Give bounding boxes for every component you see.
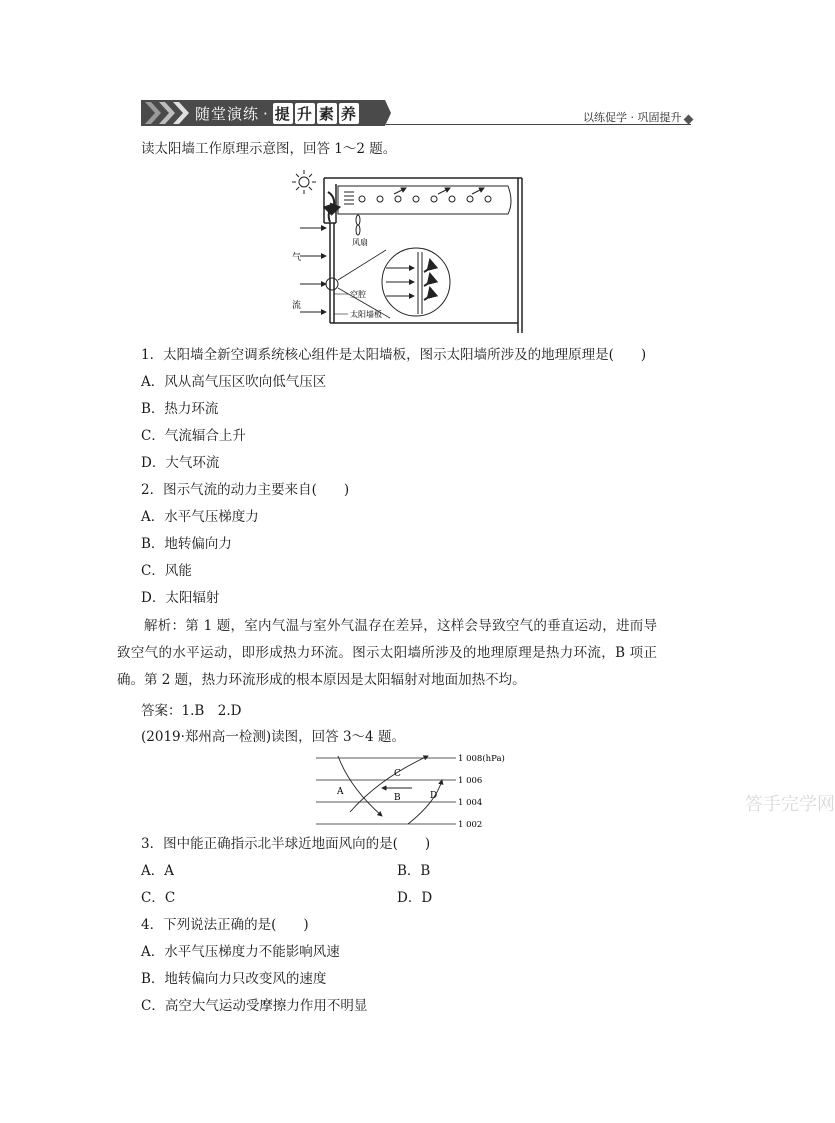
- question-1-stem: 1．太阳墙全新空调系统核心组件是太阳墙板，图示太阳墙所涉及的地理原理是( ): [141, 347, 647, 363]
- label-fan: 风扇: [352, 238, 368, 247]
- isobar-label: 1 008(hPa): [458, 754, 505, 764]
- q3-option-d: D．D: [397, 890, 433, 906]
- isobar-label: 1 002: [458, 820, 483, 830]
- diamond-icon: [684, 115, 694, 125]
- answer-line: 答案：1.B 2.D: [141, 703, 242, 719]
- section-title: [195, 103, 361, 124]
- magnified-detail: [382, 248, 450, 316]
- section-prefix: 随堂演练: [195, 105, 260, 123]
- magnify-spot: [326, 278, 338, 290]
- boxed-char: 升: [296, 105, 313, 123]
- boxed-char: 提: [274, 105, 291, 123]
- header-right-text: 以练促学 · 巩固提升: [583, 111, 682, 124]
- intro-2: (2019·郑州高一检测)读图，回答 3～4 题。: [141, 729, 405, 745]
- sun-icon: [292, 170, 316, 194]
- solar-wall-diagram: [290, 168, 530, 338]
- intro-1: 读太阳墙工作原理示意图，回答 1～2 题。: [141, 141, 397, 157]
- air-duct: [338, 186, 511, 214]
- q1-option-c: C．气流辐合上升: [141, 428, 246, 444]
- arrow-label-d: D: [430, 791, 438, 801]
- section-banner: [141, 100, 391, 126]
- question-4-stem: 4．下列说法正确的是( ): [141, 917, 309, 933]
- analysis-paragraph: 解析：第 1 题，室内气温与室外气温存在差异，这样会导致空气的垂直运动，进而导致空气的水平运动，即形成热力环流。图示太阳墙所涉及的地理原理是热力环流，B 项正确。第 2 题，热力环流形成的根本原因是太阳辐射对地面加热不均。: [117, 618, 657, 688]
- boxed-char: 素: [318, 105, 335, 123]
- watermark: 答手完学网: [745, 794, 835, 815]
- q3-option-c: C．C: [141, 890, 176, 906]
- q3-option-a: A．A: [141, 863, 174, 879]
- q1-option-d: D．大气环流: [141, 455, 220, 471]
- boxed-char: 养: [340, 105, 357, 123]
- q1-option-b: B．热力环流: [141, 401, 219, 417]
- arrow-label-a: A: [337, 787, 344, 797]
- q3-option-b: B．B: [397, 863, 431, 879]
- q2-option-c: C．风能: [141, 563, 192, 579]
- label-cavity: 空腔: [350, 290, 366, 299]
- label-liu: 流: [292, 301, 302, 311]
- fan-icon: [356, 215, 360, 235]
- isobar-label: 1 006: [458, 776, 483, 786]
- q2-option-b: B．地转偏向力: [141, 536, 232, 552]
- q4-option-c: C．高空大气运动受摩擦力作用不明显: [141, 998, 368, 1014]
- label-panel: 太阳墙板: [350, 310, 382, 319]
- section-dot: ·: [263, 105, 269, 123]
- q4-option-b: B．地转偏向力只改变风的速度: [141, 971, 327, 987]
- arrow-label-b: B: [394, 793, 401, 803]
- arrow-a: [338, 756, 382, 816]
- arrow-c: [350, 756, 428, 812]
- q2-option-d: D．太阳辐射: [141, 590, 220, 606]
- arrow-label-c: C: [394, 769, 401, 779]
- isobar-label: 1 004: [458, 798, 483, 808]
- question-2-stem: 2．图示气流的动力主要来自( ): [141, 482, 350, 498]
- question-3-stem: 3．图中能正确指示北半球近地面风向的是( ): [141, 836, 431, 852]
- isobar-diagram: [310, 750, 520, 832]
- q1-option-a: A．风从高气压区吹向低气压区: [141, 374, 327, 390]
- inflow-arrows: [300, 228, 326, 312]
- q4-option-a: A．水平气压梯度力不能影响风速: [141, 944, 340, 960]
- label-qi: 气: [292, 253, 302, 263]
- q2-option-a: A．水平气压梯度力: [141, 509, 259, 525]
